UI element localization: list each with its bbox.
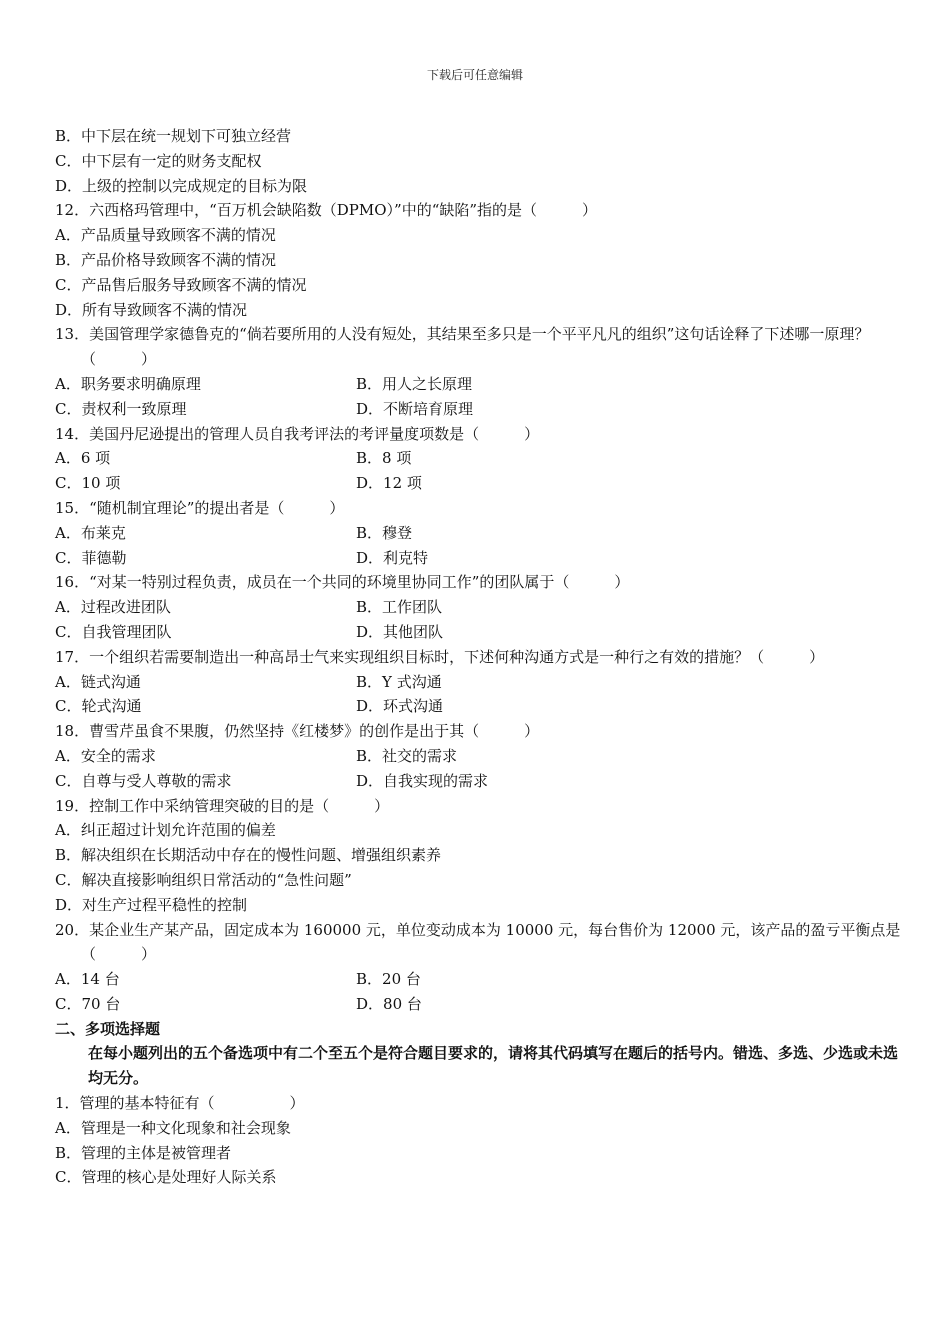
option-right: D．环式沟通 <box>356 697 444 716</box>
text-line: 1．管理的基本特征有（ ） <box>55 1094 305 1113</box>
text-line: B．解决组织在长期活动中存在的慢性问题、增强组织素养 <box>55 846 442 865</box>
text-line: D．上级的控制以完成规定的目标为限 <box>55 176 308 195</box>
option-left: A．职务要求明确原理 <box>55 374 201 393</box>
question-stem: 16．“对某一特别过程负责，成员在一个共同的环境里协同工作”的团队属于（ ） <box>55 573 630 592</box>
option-left: A．14 台 <box>55 970 120 989</box>
option-right: B．穆登 <box>356 523 413 542</box>
option-right: D．其他团队 <box>356 622 444 641</box>
option-row <box>55 992 905 1017</box>
option-right: B．20 台 <box>356 970 421 989</box>
option-row <box>55 471 905 496</box>
section-heading: 二、多项选择题 <box>55 1019 161 1038</box>
question-stem: 18．曹雪芹虽食不果腹，仍然坚持《红楼梦》的创作是出于其（ ） <box>55 722 540 741</box>
option-left: C．责权利一致原理 <box>55 399 187 418</box>
option-right: D．12 项 <box>356 474 422 493</box>
text-line: B．中下层在统一规划下可独立经营 <box>55 127 292 145</box>
option-row <box>55 446 905 471</box>
question-stem: 12．六西格玛管理中，“百万机会缺陷数（DPMO）”中的“缺陷”指的是（ ） <box>55 201 598 220</box>
option-left: A．6 项 <box>55 449 111 468</box>
option-row <box>55 694 905 719</box>
question-stem: 15．“随机制宜理论”的提出者是（ ） <box>55 498 345 517</box>
page-header: 下载后可任意编辑 <box>426 68 523 82</box>
text-line: C．解决直接影响组织日常活动的“急性问题” <box>55 870 352 889</box>
question-stem: 19．控制工作中采纳管理突破的目的是（ ） <box>55 796 390 815</box>
option-row <box>55 397 905 422</box>
option-left: C．70 台 <box>55 994 121 1013</box>
option-right: B．8 项 <box>356 449 412 468</box>
option-left: C．自尊与受人尊敬的需求 <box>55 771 232 790</box>
option-right: B．用人之长原理 <box>356 374 473 393</box>
text-line: C．中下层有一定的财务支配权 <box>55 151 262 170</box>
option-left: C．自我管理团队 <box>55 622 172 641</box>
option-row <box>55 620 905 645</box>
text-line: A．产品质量导致顾客不满的情况 <box>55 226 276 245</box>
question-stem: 17．一个组织若需要制造出一种高昂士气来实现组织目标时，下述何种沟通方式是一种行之有效的措施？（ ） <box>55 647 825 666</box>
option-right: D．不断培育原理 <box>356 399 474 418</box>
option-row <box>55 769 905 794</box>
option-row <box>55 546 905 571</box>
option-left: C．10 项 <box>55 474 121 493</box>
option-right: D．利克特 <box>356 548 429 567</box>
option-left: C．轮式沟通 <box>55 697 142 716</box>
option-right: D．自我实现的需求 <box>356 771 489 790</box>
option-row <box>55 670 905 695</box>
option-row <box>55 521 905 546</box>
option-left: A．安全的需求 <box>55 746 156 765</box>
text-line: C．产品售后服务导致顾客不满的情况 <box>55 275 307 294</box>
text-line: D．对生产过程平稳性的控制 <box>55 895 248 914</box>
option-row <box>55 744 905 769</box>
option-right: D．80 台 <box>356 994 422 1013</box>
option-right: B．Y 式沟通 <box>356 672 442 691</box>
question-stem: 20．某企业生产某产品，固定成本为 160000 元，单位变动成本为 10000 元，每台售价为 12000 元，该产品的盈亏平衡点是（ ） <box>55 920 901 964</box>
document-body <box>55 124 905 1190</box>
text-line: B．管理的主体是被管理者 <box>55 1143 232 1162</box>
option-left: C．菲德勒 <box>55 548 127 567</box>
option-row <box>55 967 905 992</box>
option-left: A．链式沟通 <box>55 672 141 691</box>
option-right: B．工作团队 <box>356 598 443 617</box>
option-right: B．社交的需求 <box>356 746 458 765</box>
option-left: A．布莱克 <box>55 523 126 542</box>
text-line: C．管理的核心是处理好人际关系 <box>55 1168 277 1187</box>
text-line: A．管理是一种文化现象和社会现象 <box>55 1118 291 1137</box>
option-row <box>55 372 905 397</box>
option-row <box>55 595 905 620</box>
text-line: B．产品价格导致顾客不满的情况 <box>55 250 277 269</box>
text-line: A．纠正超过计划允许范围的偏差 <box>55 821 276 840</box>
section-instructions: 在每小题列出的五个备选项中有二个至五个是符合题目要求的，请将其代码填写在题后的括号内。错选、多选、少选或未选均无分。 <box>88 1044 899 1088</box>
text-line: D．所有导致顾客不满的情况 <box>55 300 248 319</box>
question-stem: 13．美国管理学家德鲁克的“倘若要所用的人没有短处，其结果至多只是一个平平凡凡的组织”这句话诠释了下述哪一原理？（ ） <box>55 325 870 369</box>
question-stem: 14．美国丹尼逊提出的管理人员自我考评法的考评量度项数是（ ） <box>55 424 540 443</box>
option-left: A．过程改进团队 <box>55 598 171 617</box>
